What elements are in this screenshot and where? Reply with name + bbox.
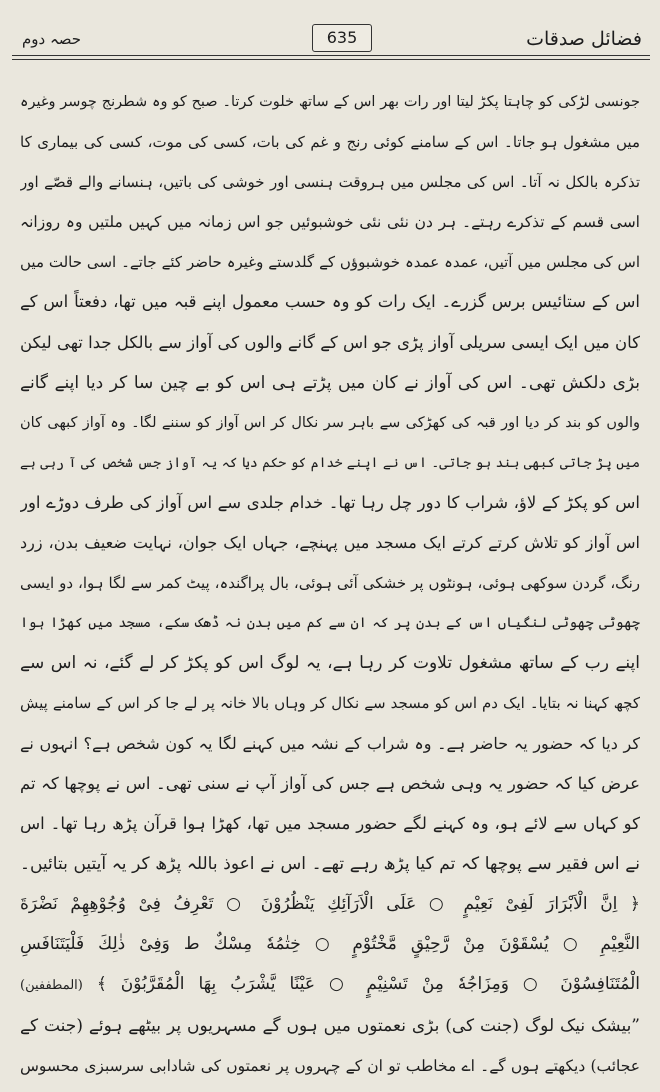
body-text [20, 82, 640, 1086]
text-line: نے اس فقیر سے پوچھا کہ تم کیا پڑھ رہے تھے۔ اس نے اعوذ باللہ پڑھ کر یہ آیتیں بتائیں۔ [20, 853, 640, 874]
quran-verse-text: الْمُتَنَافِسُوْنَ ○ وَمِزَاجُهٗ مِنْ تَسْنِیْمٍ ○ عَیْنًا یَّشْرَبُ بِهَا الْمُقَرَّبُوْنَ ﴾ [96, 974, 640, 995]
surah-citation: (المطففین) [20, 978, 83, 994]
text-line: میں مشغول ہو جاتا۔ اس کے سامنے کوئی رنج و غم کی بات، کسی کی موت، کسی کی بیماری کا [20, 133, 640, 152]
header-rule [12, 55, 650, 56]
page-number: 635 [312, 24, 372, 52]
text-line: میں پڑ جاتی کبھی بند ہو جاتی۔ اس نے اپنے خدام کو حکم دیا کہ یہ آواز جس شخص کی آ رہی ہے [20, 454, 640, 471]
quran-verse-line: النَّعِیْمِ ○ یُسْقَوْنَ مِنْ رَّحِیْقٍ مَّخْتُوْمٍ ○ خِتٰمُهٗ مِسْكٌ ط وَفِیْ ذٰلِكَ فَلْیَتَنَافَسِ [20, 933, 640, 954]
text-line: کر دیا کہ حضور یہ حاضر ہے۔ وہ شراب کے نشہ میں کہنے لگا یہ کون شخص ہے؟ انہوں نے [20, 733, 640, 753]
text-line: تذکرہ بالکل نہ آتا۔ اس کی مجلس میں ہروقت ہنسی اور خوشی کی باتیں، ہنسانے والے قصّے اور [20, 173, 640, 192]
text-line: والوں کو بند کر دیا اور قبہ کی کھڑکی سے باہر سر نکال کر اس آواز کو سننے لگا۔ وہ آواز کبھی کان [20, 414, 640, 431]
book-title: فضائل صدقات [526, 28, 642, 50]
text-line: جونسی لڑکی کو چاہتا پکڑ لیتا اور رات بھر اس کے ساتھ خلوت کرتا۔ صبح کو وہ شطرنج چوسر وغیرہ [20, 94, 640, 110]
text-line: کو کہاں سے لائے ہو، وہ کہنے لگے حضور مسجد میں تھا، کھڑا ہوا قرآن پڑھ رہا تھا۔ اس [20, 813, 640, 833]
quran-verse-line [20, 964, 640, 1006]
text-line: اس کی مجلس میں آتیں، عمدہ عمدہ خوشبوؤں کے گلدستے وغیرہ حاضر کئے جاتے۔ اسی حالت میں [20, 253, 640, 272]
text-line: اس کو پکڑ کے لاؤ، شراب کا دور چل رہا تھا۔ خدام جلدی سے اس آواز کی طرف دوڑے اور [20, 492, 640, 512]
text-line: رنگ، گردن سوکھی ہوئی، ہونٹوں پر خشکی آئی ہوئی، بال پراگندہ، پیٹ کمر سے لگا ہوا، دو ایسی [20, 574, 640, 593]
text-line: اپنے رب کے ساتھ مشغول تلاوت کر رہا ہے، یہ لوگ اس کو پکڑ کر لے گئے، نہ اس سے [20, 653, 640, 674]
header-rule-inner [12, 59, 650, 60]
text-line: اس کے ستائیس برس گزرے۔ ایک رات کو وہ حسب معمول اپنے قبہ میں تھا، دفعتاً اس کے [20, 292, 640, 312]
text-line: کان میں ایک ایسی سریلی آواز پڑی جو اس کے گانے والوں کی آواز سے بالکل جدا تھی لیکن [20, 332, 640, 352]
text-line: اس آواز کو تلاش کرتے کرتے ایک مسجد میں پہنچے، جہاں ایک جوان، نہایت ضعیف بدن، زرد [20, 533, 640, 553]
translation-line: ”بیشک نیک لوگ (جنت کی) بڑی نعمتوں میں ہوں گے مسہریوں پر بیٹھے ہوئے (جنت کے [20, 1016, 640, 1037]
text-line: کچھ کہنا نہ بتایا۔ ایک دم اس کو مسجد سے نکال کر وہاں بالا خانہ پر لے جا کر اس کے سامنے پیش [20, 694, 640, 713]
section-label: حصہ دوم [22, 30, 82, 48]
text-line: چھوٹی چھوٹی لنگیاں اس کے بدن پر کہ ان سے کم میں بدن نہ ڈھک سکے، مسجد میں کھڑا ہوا [20, 615, 640, 632]
translation-line: عجائب) دیکھتے ہوں گے۔ اے مخاطب تو ان کے چہروں پر نعمتوں کی شادابی سرسبزی محسوس [20, 1057, 640, 1076]
text-line: عرض کیا کہ حضور یہ وہی شخص ہے جس کی آواز آپ نے سنی تھی۔ اس نے پوچھا کہ تم [20, 773, 640, 793]
text-line: اسی قسم کے تذکرے رہتے۔ ہر دن نئی نئی خوشبوئیں جو اس زمانہ میں کہیں ملتیں وہ روزانہ [20, 213, 640, 232]
text-line: بڑی دلکش تھی۔ اس کی آواز نے کان میں پڑتے ہی اس کو بے چین سا کر دیا اپنے گانے [20, 372, 640, 393]
quran-verse-line: ﴿ اِنَّ الْاَبْرَارَ لَفِیْ نَعِیْمٍ ○ عَلَى الْاَرَآئِكِ یَنْظُرُوْنَ ○ تَعْرِفُ فِیْ وُجُوْهِهِمْ نَضْرَةَ [20, 893, 640, 914]
